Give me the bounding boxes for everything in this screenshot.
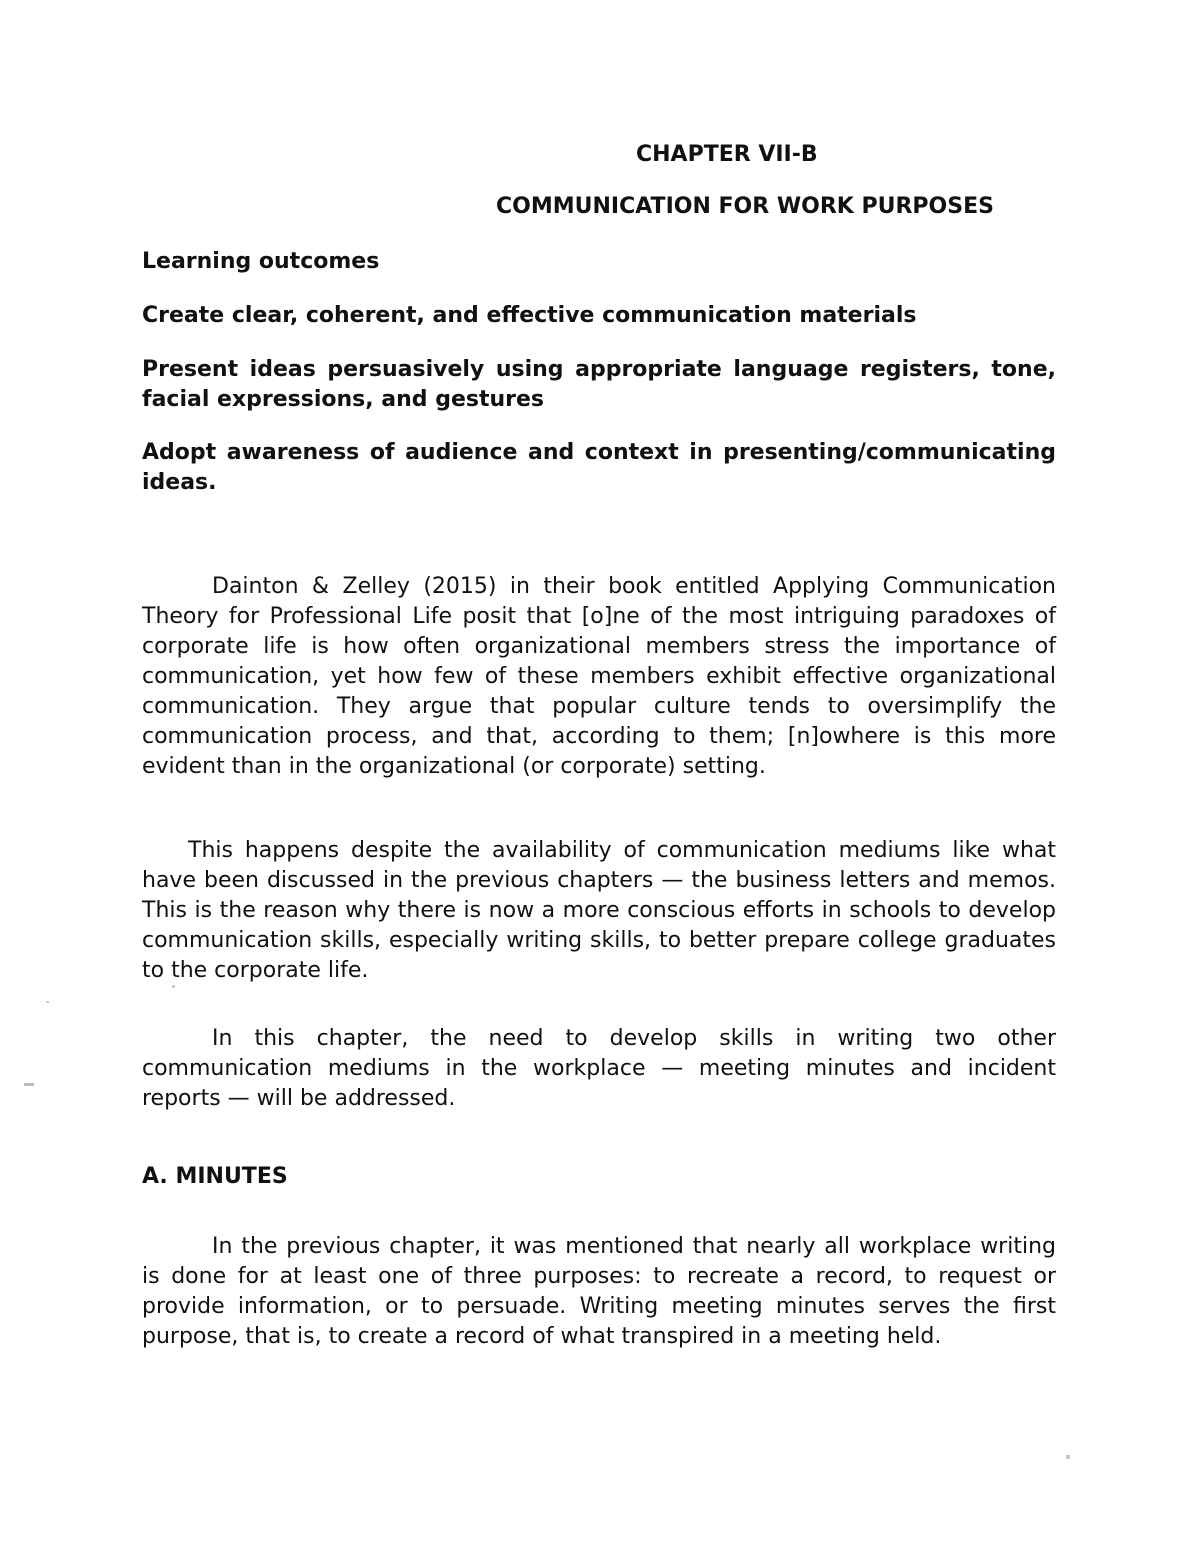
scan-speck bbox=[46, 1001, 49, 1003]
body-paragraph: This happens despite the availability of communication mediums like what have been discussed in the previous chapters — the business letters and memos. This is the reason why there is now a more conscious efforts in schools to develop communication skills, especially writing skills, to better prepare college graduates to the corporate life. bbox=[142, 838, 1056, 983]
learning-outcome-item: Create clear, coherent, and effective communication materials bbox=[142, 303, 917, 328]
chapter-title: COMMUNICATION FOR WORK PURPOSES bbox=[496, 194, 994, 219]
learning-outcomes-heading: Learning outcomes bbox=[142, 249, 380, 274]
body-paragraph: Dainton & Zelley (2015) in their book entitled Applying Communication Theory for Professional Life posit that [o]ne of the most intriguing paradoxes of corporate life is how often organizational members stress the importance of communication, yet how few of these members exhibit effective organizational communication. They argue that popular culture tends to oversimplify the communication process, and that, according to them; [n]owhere is this more evident than in the organizational (or corporate) setting. bbox=[142, 574, 1056, 779]
learning-outcome-item: Present ideas persuasively using appropriate language registers, tone, facial expressions, and gestures bbox=[142, 357, 1056, 412]
body-paragraph: In this chapter, the need to develop skills in writing two other communication mediums in the workplace — meeting minutes and incident reports — will be addressed. bbox=[142, 1026, 1056, 1111]
section-paragraph: In the previous chapter, it was mentioned that nearly all workplace writing is done for at least one of three purposes: to recreate a record, to request or provide information, or to persuade. Writing meeting minutes serves the first purpose, that is, to create a record of what transpired in a meeting held. bbox=[142, 1234, 1056, 1349]
section-heading-minutes: A. MINUTES bbox=[142, 1164, 288, 1189]
learning-outcome-item: Adopt awareness of audience and context in presenting/communicating ideas. bbox=[142, 440, 1056, 495]
scan-speck bbox=[1066, 1455, 1070, 1459]
scan-speck bbox=[172, 985, 175, 988]
scan-speck bbox=[24, 1083, 34, 1086]
chapter-label: CHAPTER VII-B bbox=[636, 142, 818, 167]
